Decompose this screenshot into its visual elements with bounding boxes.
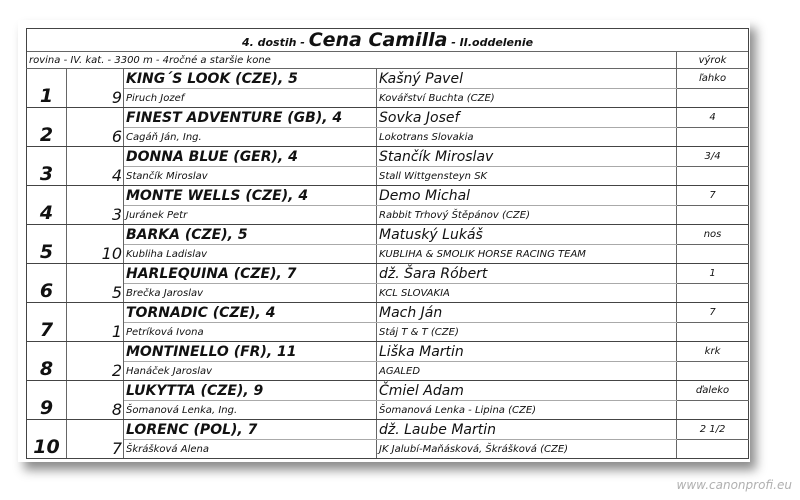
jockey-name: Sovka Josef	[377, 108, 677, 128]
result-subrow	[27, 284, 749, 303]
trainer-name: Petríková Ivona	[124, 323, 377, 342]
margin: ďaleko	[677, 381, 749, 401]
result-subrow	[27, 167, 749, 186]
horse-name: BARKA (CZE), 5	[124, 225, 377, 245]
jockey-name: Matuský Lukáš	[377, 225, 677, 245]
margin: 3/4	[677, 147, 749, 167]
result-subrow	[27, 440, 749, 459]
place: 8	[27, 342, 67, 381]
margin-spacer	[677, 323, 749, 342]
result-row	[27, 264, 749, 284]
result-subrow	[27, 323, 749, 342]
horse-name: DONNA BLUE (GER), 4	[124, 147, 377, 167]
saddle-number: 2	[67, 342, 124, 381]
horse-name: MONTE WELLS (CZE), 4	[124, 186, 377, 206]
trainer-name: Brečka Jaroslav	[124, 284, 377, 303]
trainer-name: Cagáň Ján, Ing.	[124, 128, 377, 147]
margin: krk	[677, 342, 749, 362]
owner-name: Šomanová Lenka - Lipina (CZE)	[377, 401, 677, 420]
trainer-name: Stančík Miroslav	[124, 167, 377, 186]
horse-name: TORNADIC (CZE), 4	[124, 303, 377, 323]
margin-spacer	[677, 167, 749, 186]
race-title	[27, 29, 749, 52]
saddle-number: 8	[67, 381, 124, 420]
place: 4	[27, 186, 67, 225]
margin-spacer	[677, 89, 749, 108]
jockey-name: Čmiel Adam	[377, 381, 677, 401]
place: 5	[27, 225, 67, 264]
place: 9	[27, 381, 67, 420]
result-row	[27, 186, 749, 206]
jockey-name: dž. Laube Martin	[377, 420, 677, 440]
result-row	[27, 225, 749, 245]
race-name: Cena Camilla	[308, 29, 448, 51]
margin: 2 1/2	[677, 420, 749, 440]
margin: nos	[677, 225, 749, 245]
trainer-name: Kubliha Ladislav	[124, 245, 377, 264]
saddle-number: 9	[67, 69, 124, 108]
jockey-name: Demo Michal	[377, 186, 677, 206]
margin-spacer	[677, 440, 749, 459]
trainer-name: Juránek Petr	[124, 206, 377, 225]
margin-spacer	[677, 128, 749, 147]
margin-spacer	[677, 245, 749, 264]
owner-name: Rabbit Trhový Štěpánov (CZE)	[377, 206, 677, 225]
result-row	[27, 381, 749, 401]
horse-name: LUKYTTA (CZE), 9	[124, 381, 377, 401]
owner-name: KUBLIHA & SMOLIK HORSE RACING TEAM	[377, 245, 677, 264]
watermark: www.canonprofi.eu	[676, 478, 792, 492]
margin: ľahko	[677, 69, 749, 89]
results-sheet	[26, 28, 748, 462]
horse-name: HARLEQUINA (CZE), 7	[124, 264, 377, 284]
horse-name: MONTINELLO (FR), 11	[124, 342, 377, 362]
place: 7	[27, 303, 67, 342]
margin-header: výrok	[677, 52, 749, 69]
result-row	[27, 69, 749, 89]
race-conditions: rovina - IV. kat. - 3300 m - 4ročné a staršie kone	[27, 52, 677, 69]
trainer-name: Hanáček Jaroslav	[124, 362, 377, 381]
horse-name: FINEST ADVENTURE (GB), 4	[124, 108, 377, 128]
jockey-name: dž. Šara Róbert	[377, 264, 677, 284]
owner-name: KCL SLOVAKIA	[377, 284, 677, 303]
race-division: - II.oddelenie	[451, 36, 534, 49]
margin: 7	[677, 303, 749, 323]
trainer-name: Škrášková Alena	[124, 440, 377, 459]
margin-spacer	[677, 401, 749, 420]
margin: 1	[677, 264, 749, 284]
saddle-number: 1	[67, 303, 124, 342]
jockey-name: Kašný Pavel	[377, 69, 677, 89]
result-row	[27, 342, 749, 362]
race-number: 4. dostih -	[241, 36, 305, 49]
trainer-name: Šomanová Lenka, Ing.	[124, 401, 377, 420]
margin-spacer	[677, 284, 749, 303]
place: 6	[27, 264, 67, 303]
margin: 4	[677, 108, 749, 128]
saddle-number: 6	[67, 108, 124, 147]
place: 10	[27, 420, 67, 459]
owner-name: JK Jalubí-Maňásková, Škrášková (CZE)	[377, 440, 677, 459]
result-subrow	[27, 245, 749, 264]
horse-name: KING´S LOOK (CZE), 5	[124, 69, 377, 89]
saddle-number: 5	[67, 264, 124, 303]
saddle-number: 10	[67, 225, 124, 264]
result-row	[27, 420, 749, 440]
place: 3	[27, 147, 67, 186]
result-row	[27, 303, 749, 323]
owner-name: Kovářství Buchta (CZE)	[377, 89, 677, 108]
place: 2	[27, 108, 67, 147]
saddle-number: 4	[67, 147, 124, 186]
owner-name: Stall Wittgensteyn SK	[377, 167, 677, 186]
owner-name: Stáj T & T (CZE)	[377, 323, 677, 342]
result-subrow	[27, 89, 749, 108]
result-row	[27, 147, 749, 167]
result-subrow	[27, 206, 749, 225]
result-row	[27, 108, 749, 128]
result-subrow	[27, 128, 749, 147]
margin-spacer	[677, 362, 749, 381]
owner-name: AGALED	[377, 362, 677, 381]
horse-name: LORENC (POL), 7	[124, 420, 377, 440]
place: 1	[27, 69, 67, 108]
margin: 7	[677, 186, 749, 206]
result-subrow	[27, 362, 749, 381]
jockey-name: Liška Martin	[377, 342, 677, 362]
results-table	[26, 28, 749, 459]
saddle-number: 3	[67, 186, 124, 225]
jockey-name: Stančík Miroslav	[377, 147, 677, 167]
jockey-name: Mach Ján	[377, 303, 677, 323]
saddle-number: 7	[67, 420, 124, 459]
margin-spacer	[677, 206, 749, 225]
result-subrow	[27, 401, 749, 420]
owner-name: Lokotrans Slovakia	[377, 128, 677, 147]
trainer-name: Piruch Jozef	[124, 89, 377, 108]
